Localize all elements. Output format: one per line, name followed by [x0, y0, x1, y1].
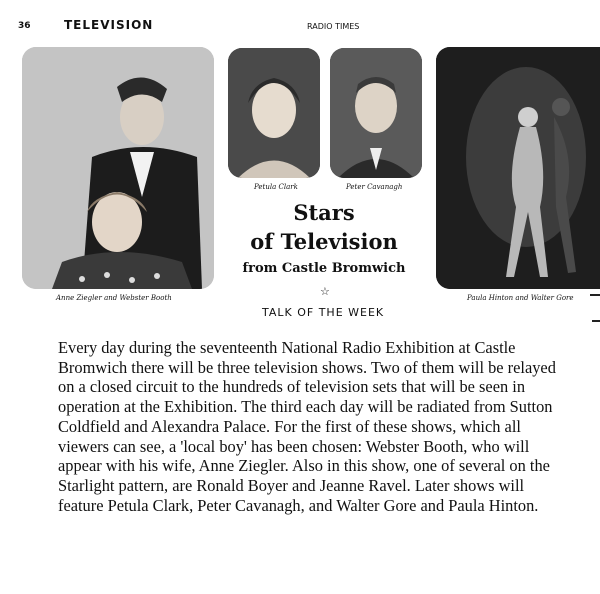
title-of-television: of Television [250, 229, 398, 254]
article-body: Every day during the seventeenth National Radio Exhibition at Castle Bromwich there will be three television shows. Two of them will be relayed on a closed circuit to the hundreds of television sets that will be seen in operation at the Exhibition. The third each day will be radiated from Sutton Coldfield and Alexandra Palace. For the first of these shows, which all viewers can see, a 'local boy' has been chosen: Webster Booth, who will appear with his wife, Anne Ziegler. Also in this show, one of several on the Starlight pattern, are Ronald Boyer and Jeanne Ravel. Later shows will feature Petula Clark, Peter Cavanagh, and Walter Gore and Paula Hinton. [58, 338, 556, 515]
section-title: TELEVISION [64, 18, 154, 32]
magazine-name: RADIO TIMES [307, 22, 360, 31]
page-edge-mark [592, 320, 600, 322]
caption-peter-cavanagh: Peter Cavanagh [346, 183, 403, 191]
page-header [0, 18, 600, 36]
caption-petula-clark: Petula Clark [254, 183, 298, 191]
photo-couple [22, 47, 214, 289]
page-edge-mark [590, 294, 600, 296]
photo-dancers [436, 47, 600, 289]
talk-of-the-week: TALK OF THE WEEK [262, 306, 385, 319]
title-castle-bromwich: from Castle Bromwich [242, 261, 406, 276]
title-stars: Stars [293, 200, 355, 225]
photo-petula-clark [228, 48, 320, 178]
caption-couple: Anne Ziegler and Webster Booth [56, 294, 172, 302]
photo-peter-cavanagh [330, 48, 422, 178]
page-number: 36 [18, 21, 31, 31]
star-icon: ☆ [320, 285, 330, 298]
caption-dancers: Paula Hinton and Walter Gore [467, 294, 574, 302]
